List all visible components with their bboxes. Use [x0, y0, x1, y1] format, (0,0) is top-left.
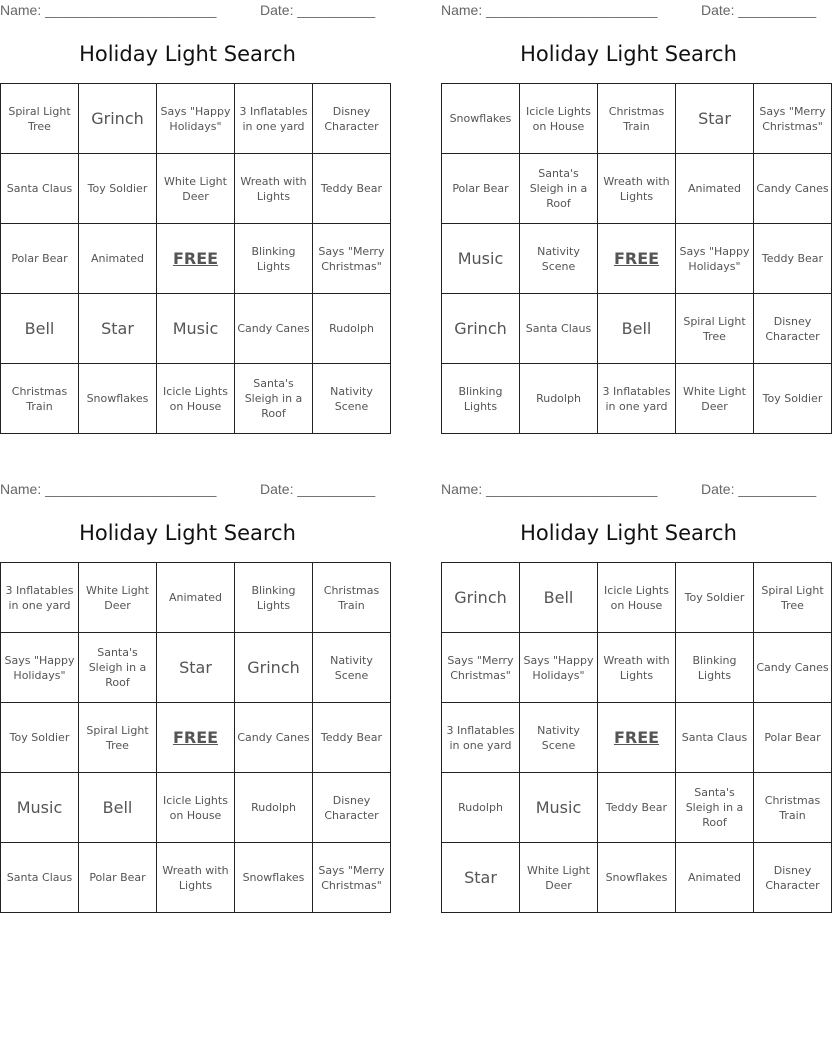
- grid-row: [442, 773, 832, 843]
- grid-cell: Spiral Light Tree: [1, 84, 79, 154]
- grid-cell: Snowflakes: [598, 843, 676, 913]
- grid-cell: Nativity Scene: [520, 224, 598, 294]
- grid-cell: White Light Deer: [157, 154, 235, 224]
- grid-row: [442, 294, 832, 364]
- grid-cell: Wreath with Lights: [598, 154, 676, 224]
- name-label: Name: ______________________: [0, 2, 217, 18]
- date-label: Date: __________: [260, 481, 376, 497]
- grid-cell: Blinking Lights: [235, 563, 313, 633]
- grid-cell: 3 Inflatables in one yard: [442, 703, 520, 773]
- bingo-grid: [0, 562, 391, 913]
- free-space: FREE: [157, 703, 235, 773]
- grid-cell: Disney Character: [313, 84, 391, 154]
- grid-row: [1, 563, 391, 633]
- grid-row: [442, 563, 832, 633]
- card-bottom-right: [441, 479, 829, 919]
- grid-cell: Nativity Scene: [520, 703, 598, 773]
- grid-cell: Candy Canes: [754, 633, 832, 703]
- grid-cell: Rudolph: [235, 773, 313, 843]
- grid-cell: Santa's Sleigh in a Roof: [676, 773, 754, 843]
- grid-row: [442, 633, 832, 703]
- grid-row: [1, 364, 391, 434]
- card-title: Holiday Light Search: [520, 42, 737, 66]
- grid-cell: Candy Canes: [235, 294, 313, 364]
- grid-cell: Animated: [79, 224, 157, 294]
- name-label: Name: ______________________: [441, 2, 658, 18]
- grid-cell: Polar Bear: [442, 154, 520, 224]
- grid-cell: Bell: [598, 294, 676, 364]
- date-label: Date: __________: [701, 481, 817, 497]
- grid-cell: 3 Inflatables in one yard: [598, 364, 676, 434]
- name-label: Name: ______________________: [0, 481, 217, 497]
- grid-cell: Music: [157, 294, 235, 364]
- card-top-right: [441, 0, 829, 440]
- grid-cell: Grinch: [235, 633, 313, 703]
- grid-cell: Icicle Lights on House: [157, 364, 235, 434]
- grid-cell: Spiral Light Tree: [676, 294, 754, 364]
- grid-cell: Disney Character: [754, 294, 832, 364]
- grid-row: [1, 633, 391, 703]
- grid-cell: Wreath with Lights: [157, 843, 235, 913]
- grid-cell: Icicle Lights on House: [598, 563, 676, 633]
- grid-cell: Candy Canes: [235, 703, 313, 773]
- grid-cell: Toy Soldier: [79, 154, 157, 224]
- grid-row: [1, 294, 391, 364]
- grid-cell: Christmas Train: [313, 563, 391, 633]
- card-header: [441, 479, 816, 499]
- card-header: [0, 0, 375, 20]
- grid-cell: Star: [157, 633, 235, 703]
- grid-cell: Star: [676, 84, 754, 154]
- grid-cell: Bell: [79, 773, 157, 843]
- grid-cell: White Light Deer: [79, 563, 157, 633]
- grid-cell: Polar Bear: [754, 703, 832, 773]
- grid-cell: Grinch: [79, 84, 157, 154]
- date-label: Date: __________: [701, 2, 817, 18]
- bingo-grid: [441, 83, 832, 434]
- grid-cell: Teddy Bear: [313, 154, 391, 224]
- grid-cell: Music: [520, 773, 598, 843]
- name-label: Name: ______________________: [441, 481, 658, 497]
- grid-cell: Christmas Train: [754, 773, 832, 843]
- grid-cell: Wreath with Lights: [598, 633, 676, 703]
- grid-cell: Nativity Scene: [313, 633, 391, 703]
- card-bottom-left: [0, 479, 385, 919]
- grid-cell: Toy Soldier: [754, 364, 832, 434]
- grid-cell: Disney Character: [754, 843, 832, 913]
- grid-cell: Animated: [676, 843, 754, 913]
- grid-cell: Says "Merry Christmas": [442, 633, 520, 703]
- grid-row: [442, 154, 832, 224]
- grid-row: [442, 224, 832, 294]
- grid-cell: Grinch: [442, 294, 520, 364]
- grid-cell: Says "Happy Holidays": [157, 84, 235, 154]
- grid-cell: Disney Character: [313, 773, 391, 843]
- grid-cell: White Light Deer: [676, 364, 754, 434]
- grid-cell: 3 Inflatables in one yard: [235, 84, 313, 154]
- bingo-grid: [441, 562, 832, 913]
- grid-cell: Rudolph: [442, 773, 520, 843]
- card-title: Holiday Light Search: [79, 521, 296, 545]
- free-space: FREE: [157, 224, 235, 294]
- grid-cell: Snowflakes: [442, 84, 520, 154]
- grid-cell: Star: [79, 294, 157, 364]
- grid-cell: Snowflakes: [79, 364, 157, 434]
- grid-cell: Says "Happy Holidays": [520, 633, 598, 703]
- grid-row: [442, 703, 832, 773]
- grid-cell: Teddy Bear: [598, 773, 676, 843]
- card-header: [0, 479, 375, 499]
- grid-row: [1, 84, 391, 154]
- grid-cell: Bell: [1, 294, 79, 364]
- grid-cell: Santa's Sleigh in a Roof: [520, 154, 598, 224]
- grid-cell: Teddy Bear: [313, 703, 391, 773]
- grid-cell: Says "Merry Christmas": [313, 224, 391, 294]
- grid-cell: Toy Soldier: [1, 703, 79, 773]
- grid-cell: Music: [442, 224, 520, 294]
- bingo-grid: [0, 83, 391, 434]
- grid-row: [442, 843, 832, 913]
- grid-cell: Santa Claus: [520, 294, 598, 364]
- grid-cell: Christmas Train: [598, 84, 676, 154]
- free-space: FREE: [598, 703, 676, 773]
- grid-cell: Animated: [676, 154, 754, 224]
- card-title: Holiday Light Search: [520, 521, 737, 545]
- grid-cell: Nativity Scene: [313, 364, 391, 434]
- grid-cell: Rudolph: [520, 364, 598, 434]
- grid-cell: White Light Deer: [520, 843, 598, 913]
- grid-cell: Wreath with Lights: [235, 154, 313, 224]
- grid-cell: 3 Inflatables in one yard: [1, 563, 79, 633]
- grid-cell: Rudolph: [313, 294, 391, 364]
- grid-cell: Christmas Train: [1, 364, 79, 434]
- grid-cell: Icicle Lights on House: [520, 84, 598, 154]
- grid-row: [1, 224, 391, 294]
- grid-cell: Animated: [157, 563, 235, 633]
- grid-row: [442, 364, 832, 434]
- grid-cell: Blinking Lights: [442, 364, 520, 434]
- card-top-left: [0, 0, 385, 440]
- grid-cell: Music: [1, 773, 79, 843]
- grid-cell: Candy Canes: [754, 154, 832, 224]
- grid-cell: Santa Claus: [676, 703, 754, 773]
- grid-row: [1, 154, 391, 224]
- grid-cell: Star: [442, 843, 520, 913]
- card-title: Holiday Light Search: [79, 42, 296, 66]
- grid-cell: Teddy Bear: [754, 224, 832, 294]
- date-label: Date: __________: [260, 2, 376, 18]
- grid-cell: Bell: [520, 563, 598, 633]
- grid-row: [1, 773, 391, 843]
- grid-cell: Says "Happy Holidays": [1, 633, 79, 703]
- grid-cell: Toy Soldier: [676, 563, 754, 633]
- grid-cell: Spiral Light Tree: [754, 563, 832, 633]
- grid-cell: Santa's Sleigh in a Roof: [235, 364, 313, 434]
- card-header: [441, 0, 816, 20]
- grid-cell: Polar Bear: [1, 224, 79, 294]
- free-space: FREE: [598, 224, 676, 294]
- grid-row: [1, 843, 391, 913]
- grid-cell: Snowflakes: [235, 843, 313, 913]
- grid-cell: Santa's Sleigh in a Roof: [79, 633, 157, 703]
- grid-cell: Santa Claus: [1, 154, 79, 224]
- grid-row: [1, 703, 391, 773]
- grid-cell: Santa Claus: [1, 843, 79, 913]
- grid-cell: Says "Happy Holidays": [676, 224, 754, 294]
- grid-cell: Spiral Light Tree: [79, 703, 157, 773]
- grid-cell: Says "Merry Christmas": [754, 84, 832, 154]
- grid-cell: Says "Merry Christmas": [313, 843, 391, 913]
- grid-cell: Blinking Lights: [235, 224, 313, 294]
- grid-row: [442, 84, 832, 154]
- grid-cell: Grinch: [442, 563, 520, 633]
- grid-cell: Blinking Lights: [676, 633, 754, 703]
- grid-cell: Icicle Lights on House: [157, 773, 235, 843]
- grid-cell: Polar Bear: [79, 843, 157, 913]
